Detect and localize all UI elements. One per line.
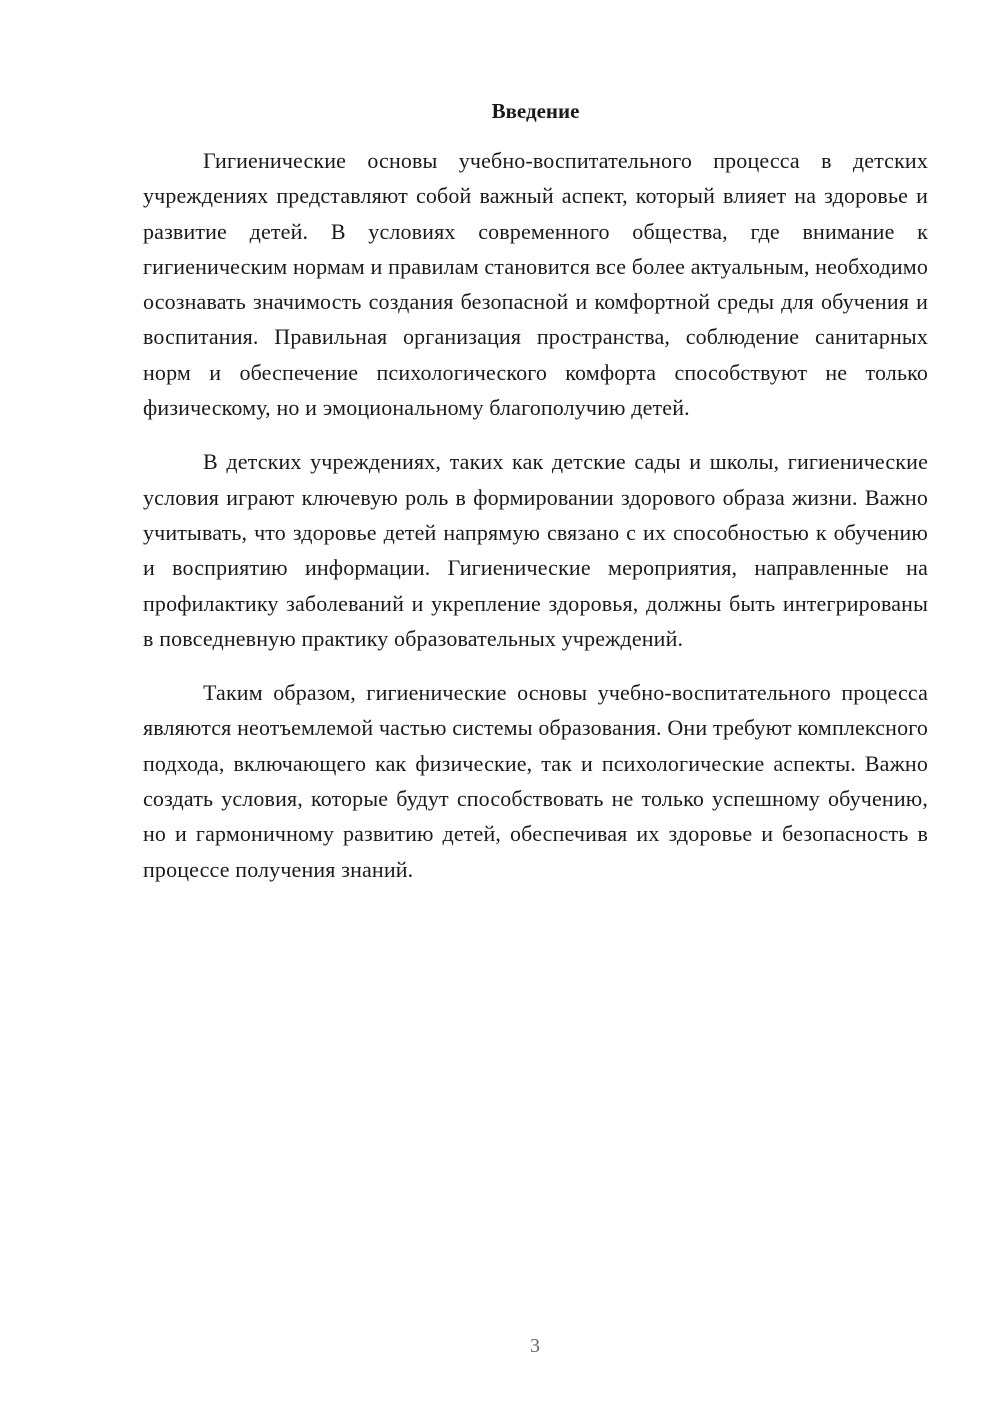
page-number: 3 — [530, 1335, 540, 1357]
paragraph-1: Гигиенические основы учебно-воспитательного процесса в детских учреждениях представляют собой важный аспект, который влияет на здоровье и развитие детей. В условиях современного общества, где внимание к гигиеническим нормам и правилам становится все более актуальным, необходимо осознавать значимость создания безопасной и комфортной среды для обучения и воспитания. Правильная организация пространства, соблюдение санитарных норм и обеспечение психологического комфорта способствуют не только физическому, но и эмоциональному благополучию детей. — [143, 148, 928, 421]
body-text — [143, 143, 928, 906]
paragraph-2: В детских учреждениях, таких как детские сады и школы, гигиенические условия играют ключевую роль в формировании здорового образа жизни. Важно учитывать, что здоровье детей напрямую связано с их способностью к обучению и восприятию информации. Гигиенические мероприятия, направленные на профилактику заболеваний и укрепление здоровья, должны быть интегрированы в повседневную практику образовательных учреждений. — [143, 449, 928, 651]
page-title: Введение — [491, 99, 580, 123]
paragraph-3: Таким образом, гигиенические основы учебно-воспитательного процесса являются неотъемлемой частью системы образования. Они требуют комплексного подхода, включающего как физические, так и психологические аспекты. Важно создать условия, которые будут способствовать не только успешному обучению, но и гармоничному развитию детей, обеспечивая их здоровье и безопасность в процессе получения знаний. — [143, 680, 928, 882]
